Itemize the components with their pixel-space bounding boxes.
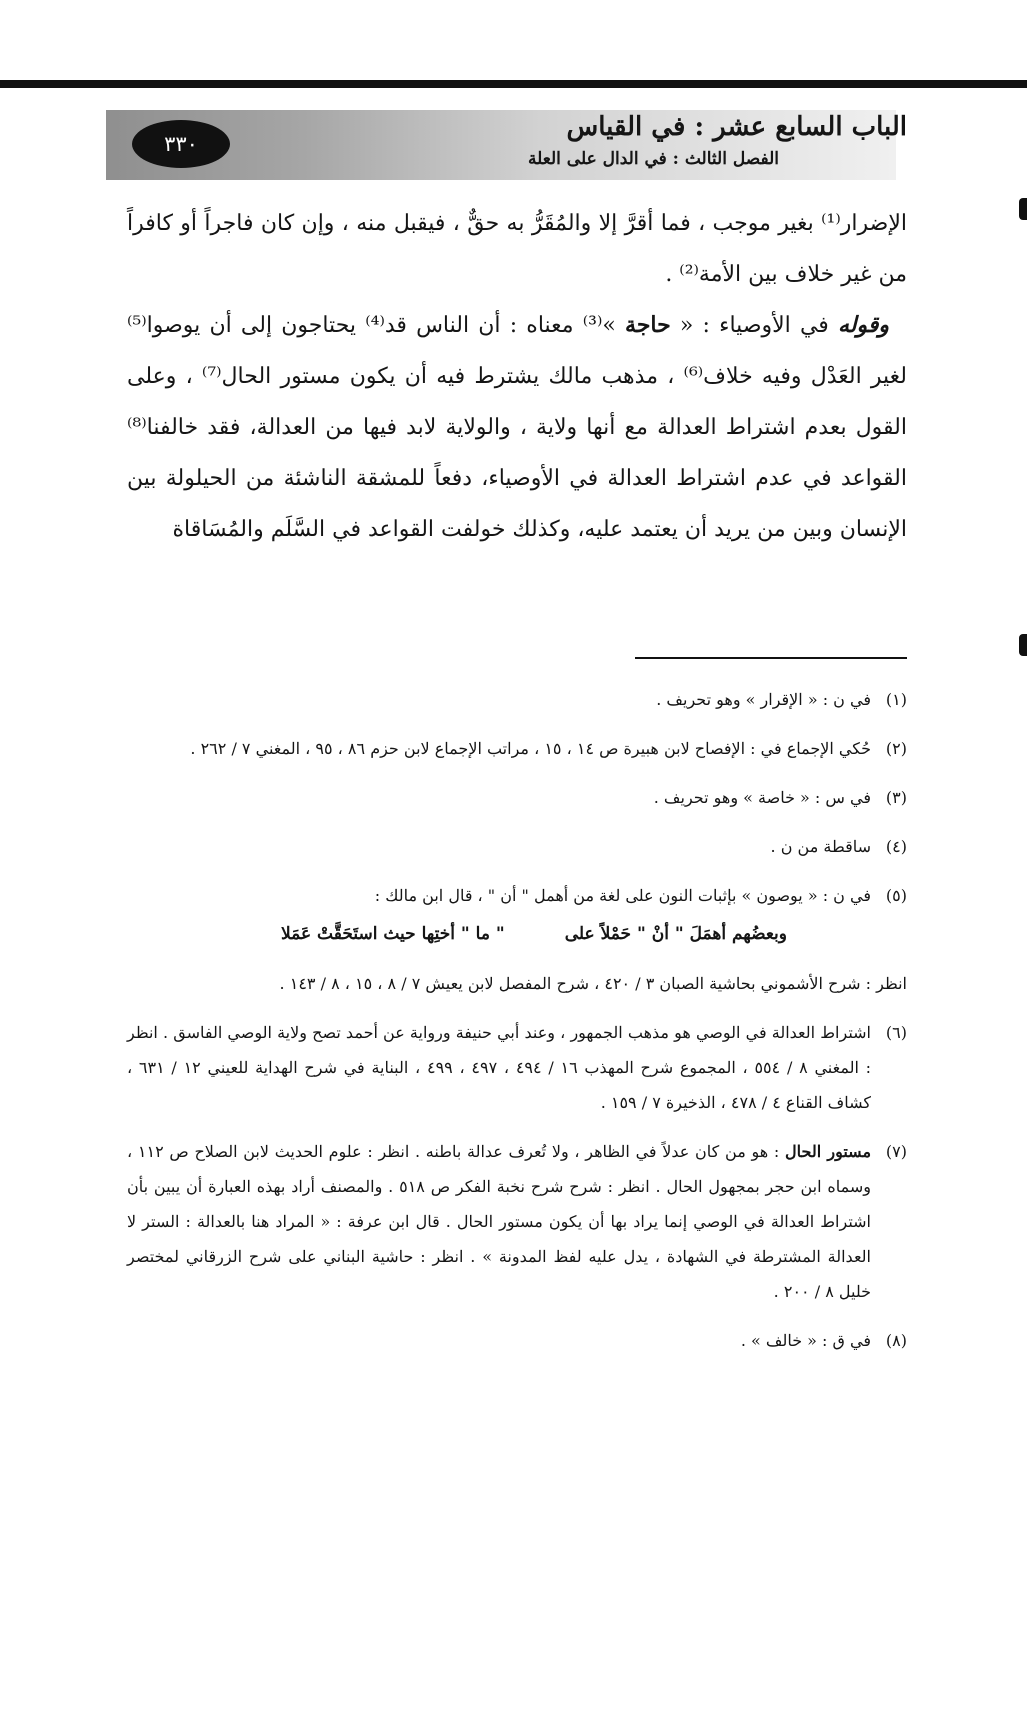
footnote-text: في ن : « الإقرار » وهو تحريف .	[656, 690, 871, 709]
paragraph-lead-word: وقوله	[838, 312, 890, 338]
footnote-text: في ق : « خالف » .	[740, 1331, 871, 1350]
footnote-number: (٥)	[885, 886, 907, 905]
page-number: ٣٣٠	[132, 120, 230, 168]
footnote-number: (٤)	[885, 837, 907, 856]
quoted-term: حاجة	[625, 312, 671, 338]
page-edge-mark	[1019, 198, 1027, 220]
footnote-text: ساقطة من ن .	[770, 837, 871, 856]
footnote-5-reference	[127, 966, 907, 1001]
main-text	[127, 198, 907, 555]
footnote-number: (٧)	[885, 1142, 908, 1161]
footnote-5	[127, 878, 907, 913]
footnote-number: (٣)	[885, 788, 907, 807]
footnote-text: انظر : شرح الأشموني بحاشية الصبان ٣ / ٤٢٠ ، شرح المفصل لابن يعيش ٧ / ٨ ، ١٥ ، ٨ / ١٤٣ .	[279, 974, 907, 993]
top-rule	[0, 80, 1027, 88]
footnote-2	[127, 731, 907, 766]
footnote-text: في ن : « يوصون » بإثبات النون على لغة من أهمل " أن " ، قال ابن مالك :	[374, 886, 871, 905]
footnote-number: (١)	[885, 690, 907, 709]
footnote-text: حُكي الإجماع في : الإفصاح لابن هبيرة ص ١٤ ، ١٥ ، مراتب الإجماع لابن حزم ٨٦ ، ٩٥ ، المغني ٧ / ٢٦٢ .	[190, 739, 871, 758]
footnote-number: (٢)	[885, 739, 907, 758]
verse-first-hemistich: وبعضُهم أهمَلَ " أنْ " حَمْلاً على	[564, 924, 787, 944]
poetry-verse	[127, 917, 907, 952]
verse-second-hemistich: " ما " أختِها حيث استَحَقَّتْ عَمَلا	[281, 924, 505, 944]
footnote-separator	[635, 657, 907, 659]
section-title: الفصل الثالث : في الدال على العلة	[528, 149, 779, 169]
footnotes	[127, 682, 907, 1372]
footnote-7	[127, 1134, 907, 1309]
paragraph-2-part-a: في الأوصياء : «	[670, 313, 838, 338]
footnote-text: : هو من كان عدلاً في الظاهر ، ولا تُعرف عدالة باطنه . انظر : علوم الحديث لابن الصلاح ص ١١٢ ، وسماه ابن حجر بمجهول الحال . انظر : شرح شرح نخبة الفكر ص ٥١٨ . والمصنف أراد بهذه العبارة أن يبين بأن اشتراط العدالة في الوصي إنما يراد بها أن يكون مستور الحال . قال ابن عرفة : « المراد هنا بالعدالة : الستر لا العدالة المشترطة في الشهادة ، يدل عليه لفظ المدونة » . انظر : حاشية البناني على شرح الزرقاني لمختصر خليل ٨ / ٢٠٠ .	[127, 1142, 871, 1301]
footnote-term: مستور الحال	[785, 1142, 872, 1161]
footnote-text: اشتراط العدالة في الوصي هو مذهب الجمهور ، وعند أبي حنيفة ورواية عن أحمد تصح ولاية الوصي الفاسق . انظر : المغني ٨ / ٥٥٤ ، المجموع شرح المهذب ١٦ / ٤٩٤ ، ٤٩٧ ، ٤٩٩ ، البناية في شرح الهداية للعيني ١٢ / ٦٣١ ، كشاف القناع ٤ / ٤٧٨ ، الذخيرة ٧ / ١٥٩ .	[127, 1023, 872, 1112]
paragraph-2-part-b: »⁽³⁾ معناه : أن الناس قد⁽⁴⁾ يحتاجون إلى أن يوصوا⁽⁵⁾ لغير العَدْل وفيه خلاف⁽⁶⁾ ، مذهب مالك يشترط فيه أن يكون مستور الحال⁽⁷⁾ ، وعلى القول بعدم اشتراط العدالة مع أنها ولاية ، والولاية لابد فيها من العدالة، فقد خالفنا⁽⁸⁾ القواعد في عدم اشتراط العدالة في الأوصياء، دفعاً للمشقة الناشئة من الحيلولة بين الإنسان وبين من يريد أن يعتمد عليه، وكذلك خولفت القواعد في السَّلَم والمُسَاقاة	[127, 313, 907, 542]
footnote-number: (٨)	[885, 1331, 907, 1350]
page-edge-mark	[1019, 634, 1027, 656]
footnote-8	[127, 1323, 907, 1358]
paragraph-1: الإضرار⁽¹⁾ بغير موجب ، فما أقرَّ إلا والمُقَرُّ به حقٌّ ، فيقبل منه ، وإن كان فاجراً أو كافراً من غير خلاف بين الأمة⁽²⁾ .	[127, 211, 907, 287]
paragraph-2	[127, 300, 907, 555]
footnote-text: في س : « خاصة » وهو تحريف .	[653, 788, 871, 807]
footnote-4	[127, 829, 907, 864]
footnote-3	[127, 780, 907, 815]
chapter-title: الباب السابع عشر : في القياس	[566, 112, 907, 142]
footnote-number: (٦)	[885, 1023, 907, 1042]
footnote-6	[127, 1015, 907, 1120]
footnote-1	[127, 682, 907, 717]
